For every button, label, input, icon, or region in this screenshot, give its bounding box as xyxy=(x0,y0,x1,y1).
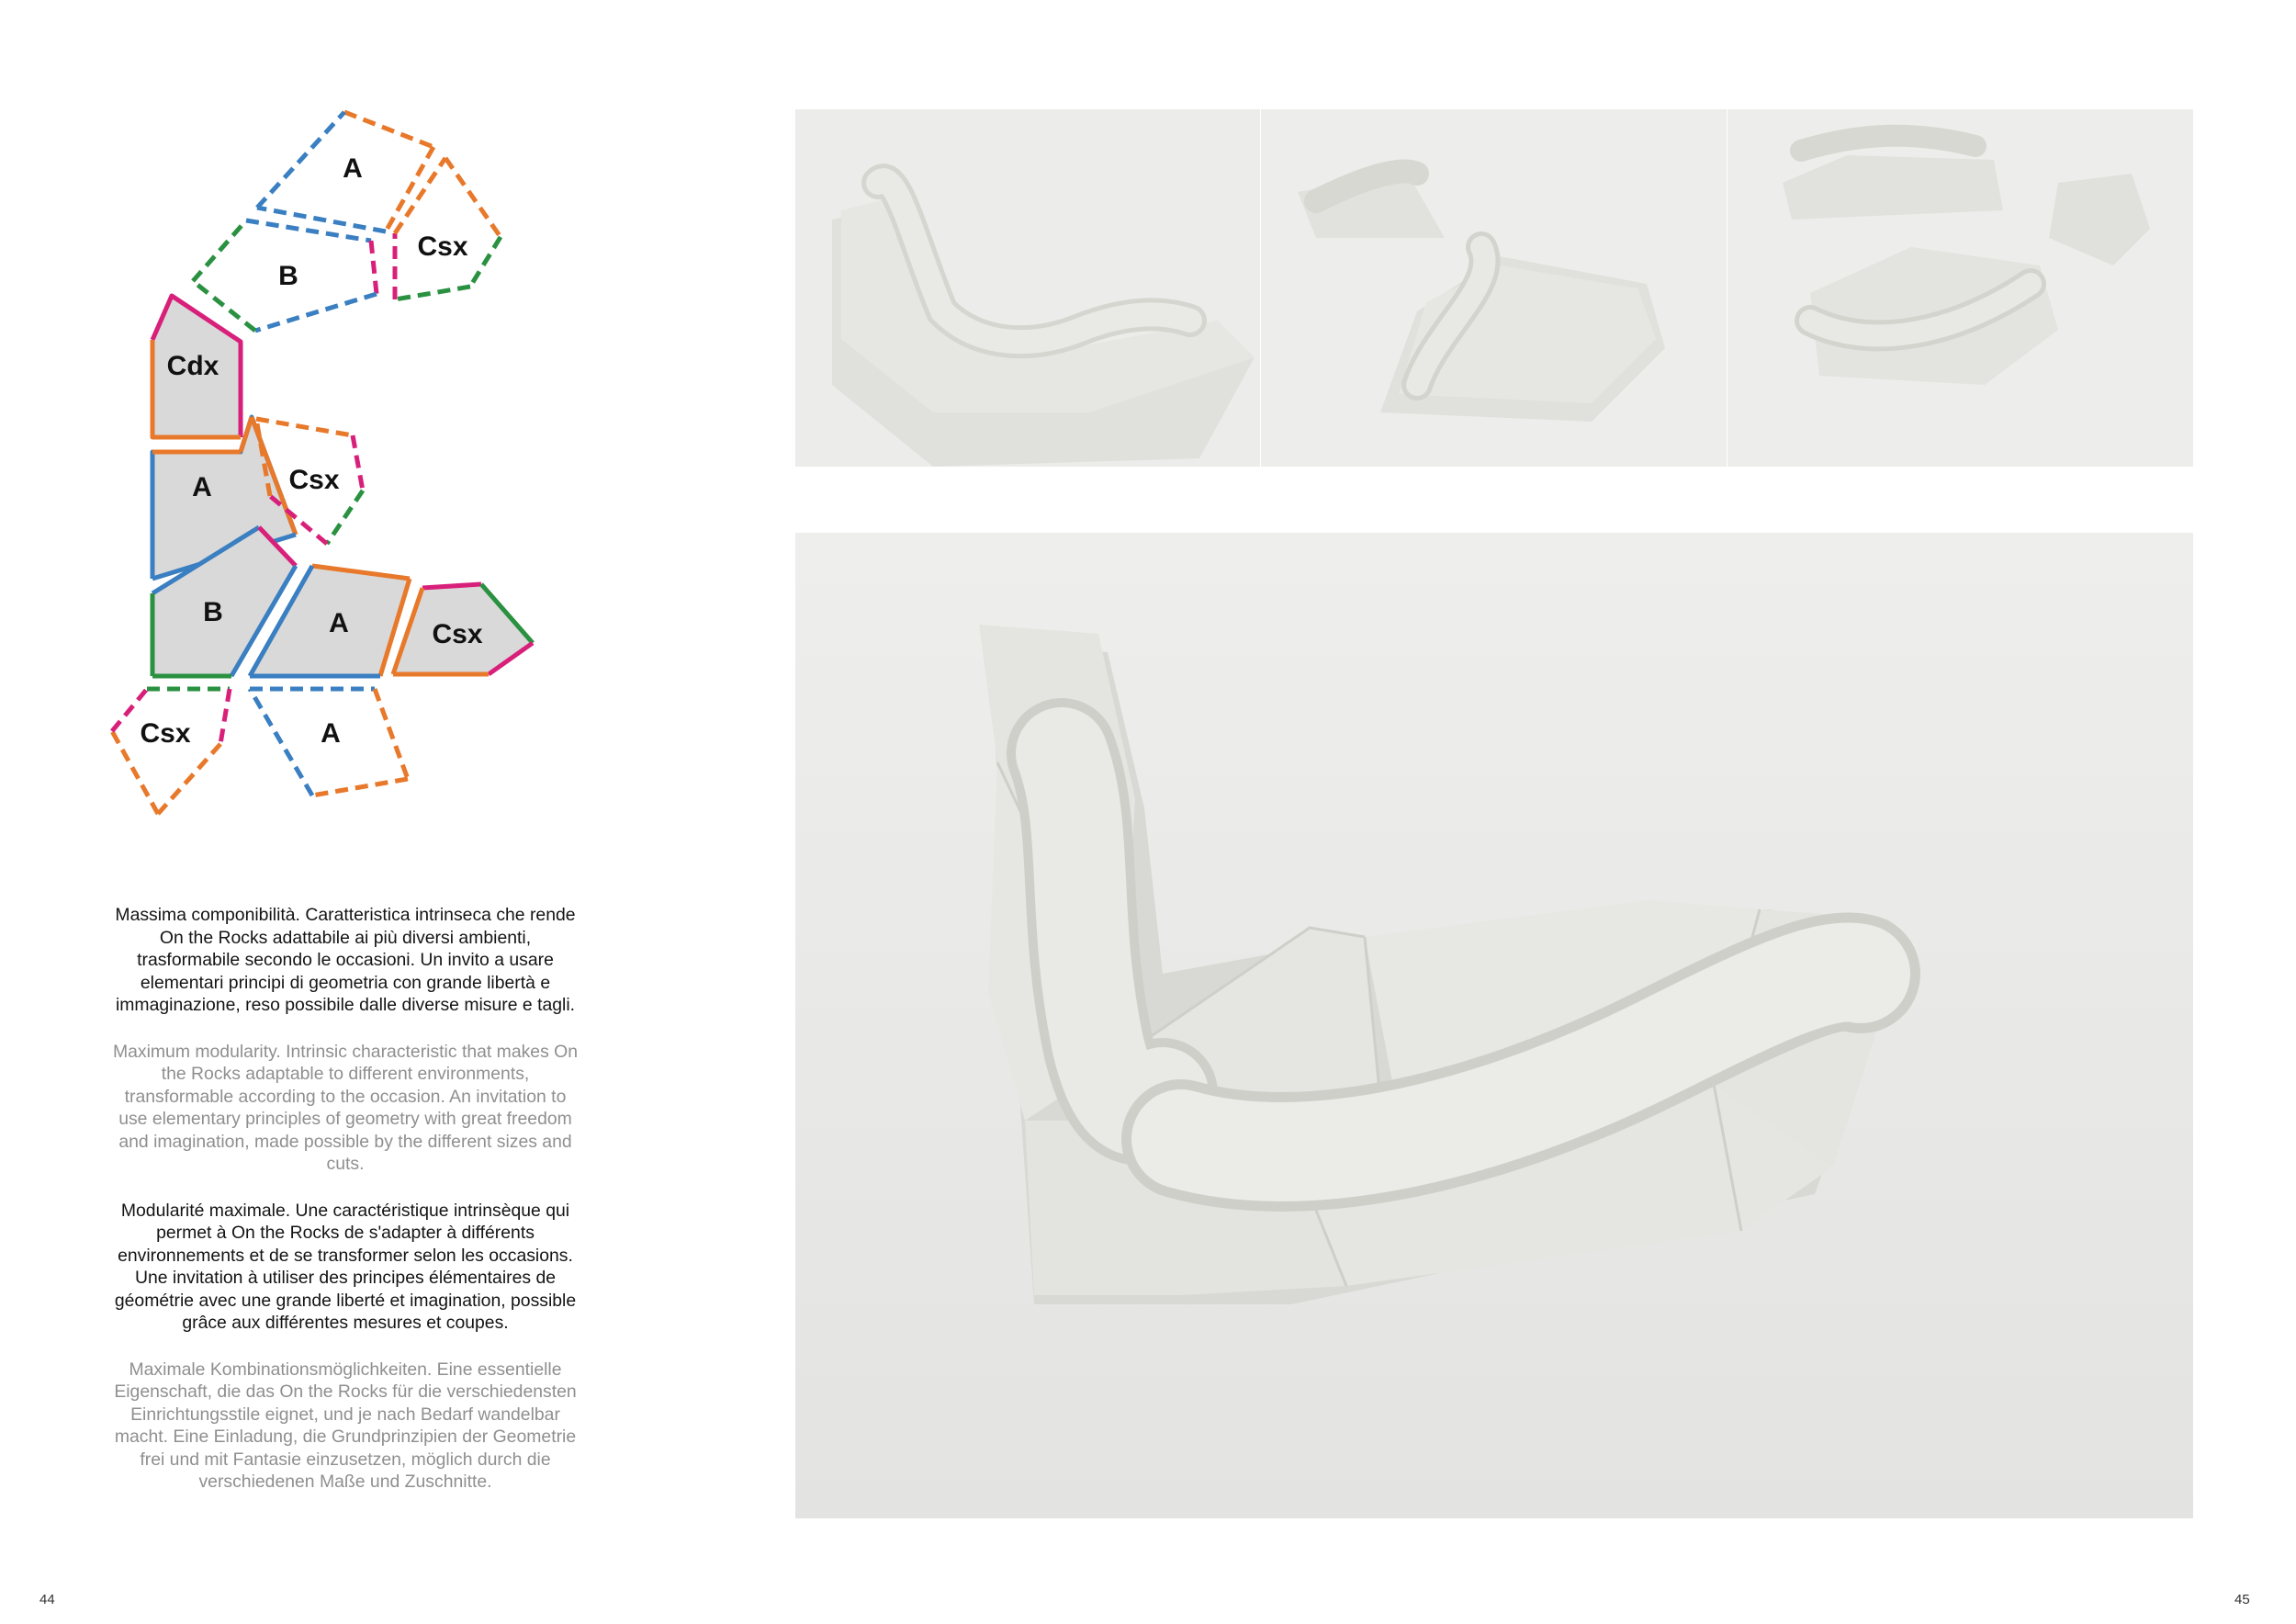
diagram-label: Csx xyxy=(417,231,468,262)
description-italian: Massima componibilità. Caratteristica intrinseca che rende On the Rocks adattabile ai più diversi ambienti, trasformabile secondo le occasioni. Un invito a usare elementari principi di geometria con grande libertà e immaginazione, reso possibile dalle diverse misure e tagli. xyxy=(115,905,576,1015)
sofa-photo-main xyxy=(795,533,2193,1518)
diagram-piece-csx-dashed-bottom xyxy=(112,689,230,814)
diagram-piece-b-dashed xyxy=(193,220,377,331)
diagram-label: B xyxy=(278,261,298,291)
diagram-piece-a-dashed-bottom xyxy=(250,689,408,795)
diagram-label: A xyxy=(321,718,341,749)
description-french: Modularité maximale. Une caractéristique intrinsèque qui permet à On the Rocks de s'adapter à différents environnements et de se transformer selon les occasions. Une invitation à utiliser des principes élémentaires de géométrie avec une grande liberté et imagination, possible grâce aux différentes mesures et coupes. xyxy=(114,1200,577,1333)
diagram-label: A xyxy=(192,472,212,502)
diagram-label: Csx xyxy=(432,619,483,649)
diagram-label: Csx xyxy=(140,718,191,749)
sofa-photo-3 xyxy=(1728,109,2193,467)
diagram-label: Cdx xyxy=(166,351,219,381)
diagram-piece-csx-solid xyxy=(393,584,533,674)
diagram-label: A xyxy=(343,153,363,184)
page-number-right: 45 xyxy=(2234,1592,2250,1607)
modular-pieces-diagram xyxy=(0,0,588,845)
sofa-photo-2 xyxy=(1261,109,1727,467)
sofa-photo-1 xyxy=(795,109,1260,467)
diagram-label: A xyxy=(329,608,349,638)
page-number-left: 44 xyxy=(39,1592,55,1607)
description-english: Maximum modularity. Intrinsic characteristic that makes On the Rocks adaptable to different environments, transformable according to the occasion. An invitation to use elementary principles of geometry with great freedom and imagination, made possible by the different sizes and cuts. xyxy=(112,1041,579,1174)
diagram-label: B xyxy=(203,597,223,627)
diagram-label: Csx xyxy=(288,465,340,495)
description-text-column xyxy=(108,904,582,1517)
diagram-piece-csx-dashed-right xyxy=(395,158,501,299)
diagram-piece-cdx-solid xyxy=(152,296,241,437)
description-german: Maximale Kombinationsmöglichkeiten. Eine essentielle Eigenschaft, die das On the Rocks für die verschiedensten Einrichtungsstile eignet, und je nach Bedarf wandelbar macht. Eine Einladung, die Grundprinzipien der Geometrie frei und mit Fantasie einzusetzen, möglich durch die verschiedenen Maße und Zuschnitte. xyxy=(114,1359,577,1492)
